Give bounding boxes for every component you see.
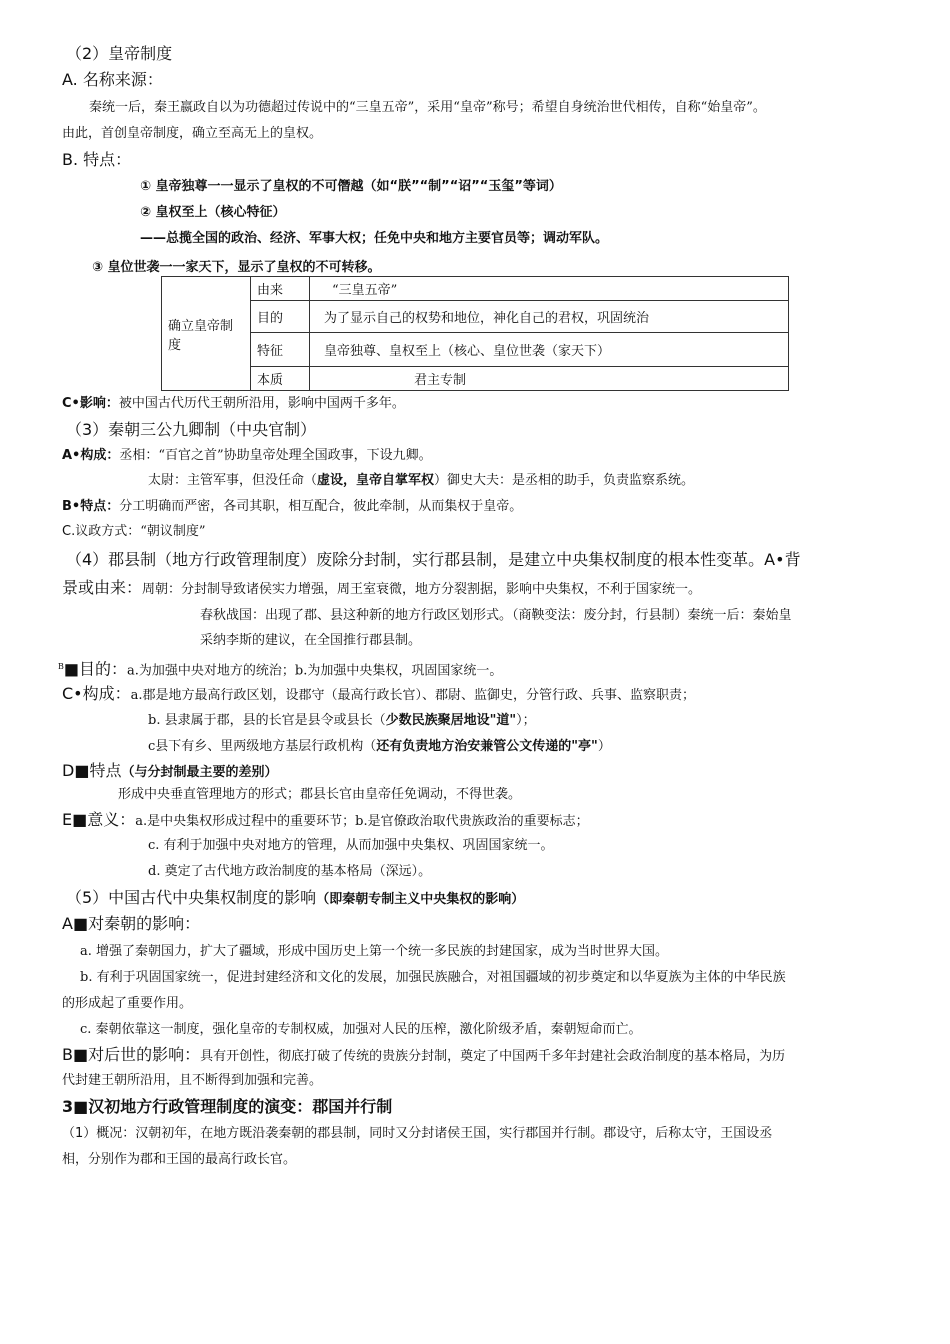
s3-c-text: “朝议制度” xyxy=(140,524,206,539)
table-value-cell: 皇帝独尊、皇权至上（核心、皇位世袭（家天下） xyxy=(310,333,789,367)
table-value-cell: 为了显示自己的权势和地位，神化自己的君权，巩固统治 xyxy=(310,301,789,333)
s4-c-text-3-tail: ） xyxy=(597,739,611,754)
s4-c-text-3-emphasis: 还有负责地方治安兼管公文传递的"亭" xyxy=(376,739,598,754)
section-5-title: （5）中国古代中央集权制度的影响 xyxy=(66,888,317,907)
s5-b-text-2: 代封建王朝所沿用，且不断得到加强和完善。 xyxy=(62,1073,323,1088)
s2-b-point-2: ② 皇权至上（核心特征） xyxy=(140,205,286,220)
s2-c-label: C•影响： xyxy=(62,396,119,411)
s3-a-text-2-emphasis: 虚设，皇帝自掌军权 xyxy=(317,473,435,488)
s4-e-label: E■意义： xyxy=(62,810,136,829)
s2-c-text: 被中国古代历代王朝所沿用，影响中国两千多年。 xyxy=(118,396,405,411)
s2-a-paragraph-2: 由此，首创皇帝制度，确立至高无上的皇权。 xyxy=(62,126,323,141)
s4-d-label: D■特点 xyxy=(62,761,122,780)
s3-b-text: 分工明确而严密，各司其职，相互配合，彼此牵制，从而集权于皇帝。 xyxy=(119,499,523,514)
s4-e-text-1: a.是中央集权形成过程中的重要环节；b.是官僚政治取代贵族政治的重要标志； xyxy=(135,814,589,829)
s3-b-label: B•特点： xyxy=(62,499,120,514)
s5-a-point-2-cont: 的形成起了重要作用。 xyxy=(62,996,193,1011)
s4-e-text-2: c. 有利于加强中央对地方的管理，从而加强中央集权、巩固国家统一。 xyxy=(148,838,554,853)
section-5-note: （即秦朝专制主义中央集权的影响） xyxy=(316,892,525,907)
s6-p1-text: 汉朝初年，在地方既沿袭秦朝的郡县制，同时又分封诸侯王国，实行郡国并行制。郡设守，后称太守，王国设丞 xyxy=(135,1126,773,1141)
s4-a-text-3: 采纳李斯的建议，在全国推行郡县制。 xyxy=(200,633,422,648)
s4-c-label: C•构成： xyxy=(62,684,131,703)
s5-a-point-3: c. 秦朝依靠这一制度，强化皇帝的专制权威，加强对人民的压榨，激化阶级矛盾，秦朝短命而亡。 xyxy=(80,1022,642,1037)
s3-a-text: 丞相：“百官之首”协助皇帝处理全国政事，下设九卿。 xyxy=(119,448,432,463)
s2-a-paragraph-1: 秦统一后，秦王嬴政自以为功德超过传说中的“三皇五帝”，采用“皇帝”称号；希望自身统治世代相传，自称“始皇帝”。 xyxy=(89,100,766,115)
s5-a-point-1: a. 增强了秦朝国力，扩大了疆域，形成中国历史上第一个统一多民族的封建国家，成为当时世界大国。 xyxy=(80,944,669,959)
s5-b-text: 具有开创性，彻底打破了传统的贵族分封制，奠定了中国两千多年封建社会政治制度的基本格局，为历 xyxy=(200,1049,786,1064)
s4-e-text-3: d. 奠定了古代地方政治制度的基本格局（深远）。 xyxy=(148,864,432,879)
s3-a-label: A•构成： xyxy=(62,448,120,463)
s5-b-label: B■对后世的影响： xyxy=(62,1045,201,1064)
s4-b-text: a.为加强中央对地方的统治；b.为加强中央集权，巩固国家统一。 xyxy=(127,663,503,679)
s4-a-text-2: 春秋战国：出现了郡、县这种新的地方行政区划形式。（商鞅变法：废分封，行县制）秦统一后：秦始皇 xyxy=(200,608,792,623)
s2-a-label: A. 名称来源： xyxy=(62,70,163,89)
s2-b-point-3: ③ 皇位世袭一一家天下，显示了皇权的不可转移。 xyxy=(92,260,381,275)
s4-b-label: ■目的： xyxy=(63,659,128,679)
section-han-title: 3■汉初地方行政管理制度的演变：郡国并行制 xyxy=(62,1097,393,1116)
table-key-cell: 本质 xyxy=(251,367,310,391)
s4-c-text-3: c县下有乡、里两级地方基层行政机构（ xyxy=(148,739,377,754)
s4-title-cont: 景或由来： xyxy=(62,578,143,597)
s6-p1-label: （1）概况： xyxy=(62,1126,136,1141)
table-key-cell: 特征 xyxy=(251,333,310,367)
section-4-title: （4）郡县制（地方行政管理制度）废除分封制，实行郡县制，是建立中央集权制度的根本性变革。A•背 xyxy=(66,550,801,569)
s3-c-label: C.议政方式： xyxy=(62,524,141,539)
s4-c-text-2-tail: ）； xyxy=(516,713,536,728)
s4-d-text: 形成中央垂直管理地方的形式；郡县长官由皇帝任免调动，不得世袭。 xyxy=(118,787,522,802)
table-value-cell: 君主专制 xyxy=(310,367,789,391)
s4-d-note: （与分封制最主要的差别） xyxy=(121,765,278,780)
s2-b-point-2-detail: ——总揽全国的政治、经济、军事大权；任免中央和地方主要官员等；调动军队。 xyxy=(140,231,609,246)
s4-c-text-2: b. 县隶属于郡，县的长官是县令或县长（ xyxy=(148,713,386,728)
s4-a-text-1: 周朝：分封制导致诸侯实力增强，周王室衰微，地方分裂割据，影响中央集权，不利于国家统一。 xyxy=(142,582,702,597)
s3-a-text-2-tail: ）御史大夫：是丞相的助手，负责监察系统。 xyxy=(434,473,695,488)
s4-c-text-2-emphasis: 少数民族聚居地设"道" xyxy=(385,713,517,728)
s5-a-point-2: b. 有利于巩固国家统一，促进封建经济和文化的发展，加强民族融合，对祖国疆域的初步奠定和以华夏族为主体的中华民族 xyxy=(80,970,786,985)
table-value-cell: “三皇五帝” xyxy=(310,277,789,301)
s4-c-text-1: a.郡是地方最高行政区划，设郡守（最高行政长官）、郡尉、监御史，分管行政、兵事、监察职责； xyxy=(130,688,696,703)
s2-b-point-1: ① 皇帝独尊一一显示了皇权的不可僭越（如“朕”“制”“诏”“玉玺”等词） xyxy=(140,179,562,194)
table-key-cell: 由来 xyxy=(251,277,310,301)
s2-b-label: B. 特点： xyxy=(62,150,132,169)
s3-a-text-2: 太尉：主管军事，但没任命（ xyxy=(148,473,318,488)
table-group-cell: 确立皇帝制度 xyxy=(162,277,251,391)
s6-p1-text-2: 相，分别作为郡和王国的最高行政长官。 xyxy=(62,1152,297,1167)
table-key-cell: 目的 xyxy=(251,301,310,333)
s5-a-label: A■对秦朝的影响： xyxy=(62,914,201,933)
emperor-system-table xyxy=(161,276,789,391)
s4-b-sup: B xyxy=(58,662,64,671)
section-3-title: （3）秦朝三公九卿制（中央官制） xyxy=(66,420,317,439)
section-2-title: （2）皇帝制度 xyxy=(66,44,173,63)
